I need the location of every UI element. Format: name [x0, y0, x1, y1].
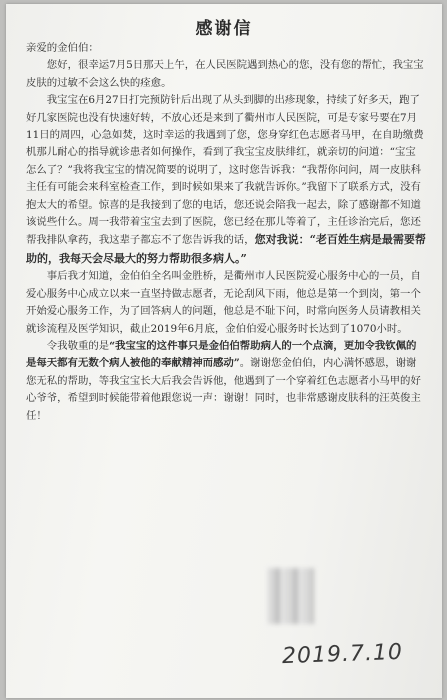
paragraph-2-text: 我宝宝在6月27日打完预防针后出现了从头到脚的出疹现象，持续了好多天，跑了好几家医院也没有快速好转，不放心还是来到了衢州市人民医院，可是专家号要在7月11日的周四，心急如焚，这时幸运的我遇到了您，您身穿红色志愿者马甲，在自助缴费机那儿耐心的指导就诊患者如何操作，看到了我宝宝皮肤绯红，就亲切的问道：“宝宝怎么了？”我将我宝宝的情况简要的说明了，这时您告诉我：“我帮你问问，周一皮肤科主任有可能会来科室检查工作，到时候如果来了我就告诉你。”我留下了联系方式，没有抱太大的希望。惊喜的是我接到了您的电话，您还说会陪我一起去，除了感谢都不知道该说些什么。周一我带着宝宝去到了医院，您已经在那儿等着了，主任诊治完后，您还帮我排队拿药，我这辈子都忘不了您告诉我的话，: [26, 94, 424, 247]
handwritten-date: 2019.7.10: [281, 639, 404, 670]
paragraph-3: 事后我才知道，金伯伯全名叫金胜桥，是衢州市人民医院爱心服务中心的一员，自爱心服务中心成立以来一直坚持做志愿者，无论刮风下雨，他总是第一个到岗，第一个开始爱心服务工作，为了回答病人的问题，他总是不耻下问，时常向医务人员请教相关就诊流程及医学知识，截止2019年6月底，金伯伯爱心服务时长达到了1070小时。: [26, 270, 421, 335]
paragraph-4: [26, 338, 426, 425]
paragraph-4-quote: “我宝宝的这件事只是金伯伯帮助病人的一个点滴，更加令我钦佩的是每天都有无数个病人被他的奉献精神而感动”: [26, 339, 417, 370]
paragraph-4-lead: 令我敬重的是: [46, 339, 110, 352]
blurred-signature: [268, 568, 314, 624]
paragraph-2: [26, 92, 426, 268]
volunteer-quote: 您对我说：“老百姓生病是最需要帮助的，我每天会尽最大的努力帮助很多病人。”: [26, 233, 426, 265]
letter-page: [6, 4, 442, 698]
salutation: 亲爱的金伯伯：: [26, 42, 99, 54]
letter-title: 感谢信: [195, 19, 253, 39]
paragraph-1: 您好，很幸运7月5日那天上午，在人民医院遇到热心的您，没有您的帮忙，我宝宝皮肤的过敏不会这么快的痊愈。: [26, 59, 424, 89]
paragraph-4-rest: 。谢谢您金伯伯，内心满怀感恩，谢谢您无私的帮助，等我宝宝长大后我会告诉他，他遇到了一个穿着红色志愿者小马甲的好心爷爷，希望到时候能带着他跟您说一声：谢谢！同时，也非常感谢皮肤科的汪英俊主任！: [26, 357, 421, 422]
letter-body: [26, 40, 426, 425]
